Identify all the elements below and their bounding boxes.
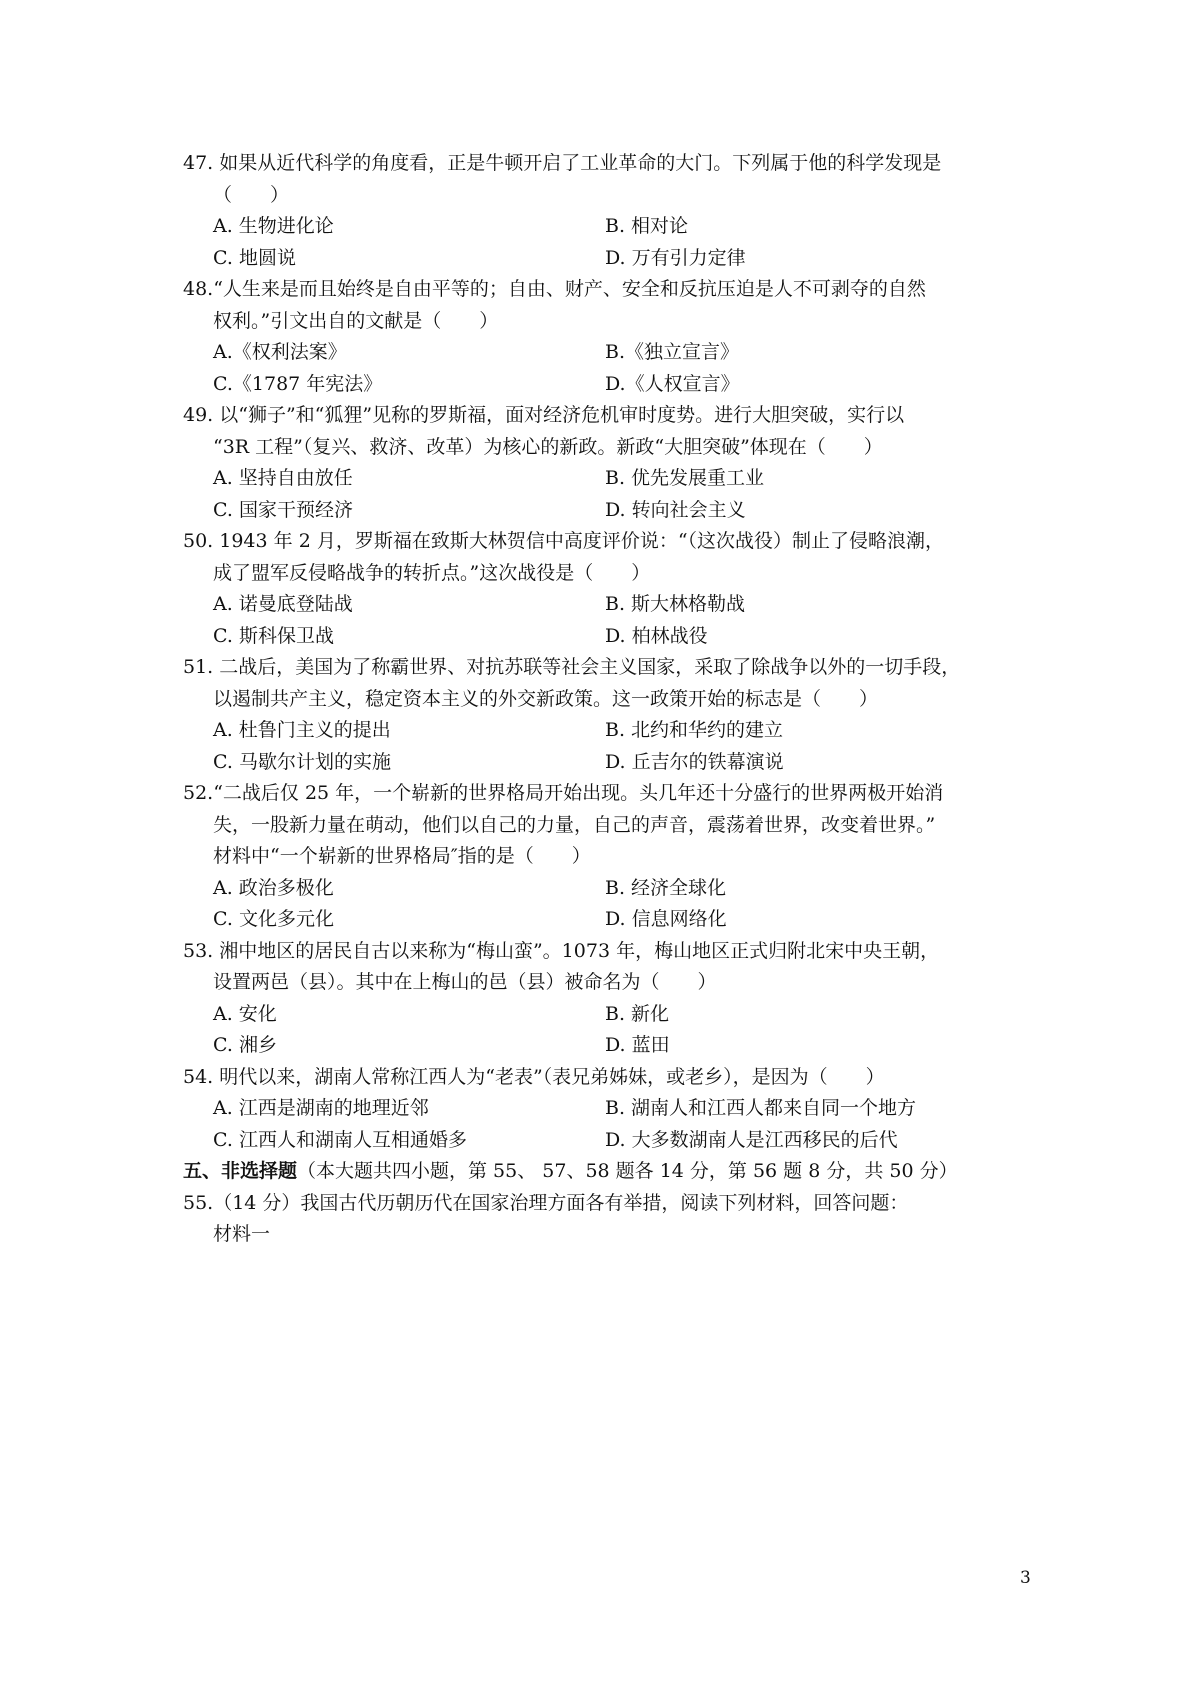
option-d: D. 柏林战役 (605, 624, 708, 647)
option-b: B. 新化 (605, 1002, 670, 1025)
option-d: D.《人权宣言》 (605, 372, 740, 395)
option-a: A. 杜鲁门主义的提出 (213, 719, 391, 741)
section-title: 五、非选择题 (183, 1160, 298, 1182)
material-label: 材料一 (213, 1223, 271, 1245)
option-c: C. 国家干预经济 (213, 498, 353, 521)
options-row (183, 369, 1033, 401)
question-stem-line: 52.“二战后仅 25 年，一个崭新的世界格局开始出现。头几年还十分盛行的世界两极开始消 (183, 782, 944, 804)
options-row (183, 747, 1033, 779)
option-d: D. 万有引力定律 (605, 246, 746, 269)
question-stem-line: 失，一股新力量在萌动，他们以自己的力量，自己的声音，震荡着世界，改变着世界。” (213, 813, 936, 836)
option-b: B. 湖南人和江西人都来自同一个地方 (605, 1097, 917, 1119)
option-c: C. 地圆说 (213, 246, 296, 269)
question-stem-line: （ ） (213, 183, 290, 206)
question-stem-line: 47. 如果从近代科学的角度看，正是牛顿开启了工业革命的大门。下列属于他的科学发现是 (183, 152, 942, 174)
question-49 (183, 400, 1033, 526)
options-row (183, 337, 1033, 369)
question-stem-line: 成了盟军反侵略战争的转折点。”这次战役是（ ） (213, 561, 651, 584)
option-a: A. 生物进化论 (213, 215, 334, 237)
option-a: A. 安化 (213, 1002, 277, 1025)
option-b: B. 斯大林格勒战 (605, 593, 746, 615)
section-heading (183, 1156, 1033, 1188)
question-48 (183, 274, 1033, 400)
question-stem-line: 设置两邑（县）。其中在上梅山的邑（县）被命名为（ ） (213, 971, 717, 993)
question-stem-line: 材料中“一个崭新的世界格局″指的是（ ） (213, 845, 591, 867)
option-a: A. 政治多极化 (213, 876, 334, 899)
option-b: B. 北约和华约的建立 (605, 719, 784, 741)
options-row (183, 621, 1033, 653)
question-51 (183, 652, 1033, 778)
question-53 (183, 936, 1033, 1062)
question-stem-line: 53. 湘中地区的居民自古以来称为“梅山蛮”。1073 年，梅山地区正式归附北宋中央王朝， (183, 939, 940, 962)
options-row (183, 495, 1033, 527)
option-d: D. 大多数湖南人是江西移民的后代 (605, 1128, 898, 1151)
option-c: C. 马歇尔计划的实施 (213, 750, 391, 773)
options-row (183, 589, 1033, 621)
option-d: D. 转向社会主义 (605, 498, 746, 521)
option-c: C. 文化多元化 (213, 908, 334, 930)
question-50 (183, 526, 1033, 652)
question-55 (183, 1188, 1033, 1251)
question-stem-line: 55.（14 分）我国古代历朝历代在国家治理方面各有举措，阅读下列材料，回答问题： (183, 1191, 909, 1214)
option-d: D. 信息网络化 (605, 908, 727, 930)
question-stem-line: 50. 1943 年 2 月，罗斯福在致斯大林贺信中高度评价说：“（这次战役）制止了侵略浪潮， (183, 530, 945, 552)
option-a: A. 江西是湖南的地理近邻 (213, 1097, 429, 1119)
option-a: A.《权利法案》 (213, 341, 347, 363)
option-a: A. 坚持自由放任 (213, 467, 353, 489)
options-row (183, 1030, 1033, 1062)
question-52 (183, 778, 1033, 936)
options-row (183, 1125, 1033, 1157)
question-stem-line: 48.“人生来是而且始终是自由平等的；自由、财产、安全和反抗压迫是人不可剥夺的自然 (183, 278, 926, 300)
options-row (183, 904, 1033, 936)
question-stem-line: 以遏制共产主义，稳定资本主义的外交新政策。这一政策开始的标志是（ ） (213, 687, 879, 710)
section-note: （本大题共四小题，第 55、 57、58 题各 14 分，第 56 题 8 分，共 50 分） (297, 1160, 958, 1182)
options-row (183, 243, 1033, 275)
option-d: D. 丘吉尔的铁幕演说 (605, 750, 784, 773)
option-c: C.《1787 年宪法》 (213, 372, 383, 395)
option-b: B. 相对论 (605, 215, 689, 237)
options-row (183, 999, 1033, 1031)
options-row (183, 211, 1033, 243)
option-c: C. 湘乡 (213, 1034, 277, 1056)
options-row (183, 463, 1033, 495)
option-b: B. 经济全球化 (605, 876, 727, 899)
option-a: A. 诺曼底登陆战 (213, 593, 353, 615)
question-stem-line: “3R 工程”（复兴、救济、改革）为核心的新政。新政“大胆突破”体现在（ ） (213, 435, 883, 458)
question-stem-line: 54. 明代以来，湖南人常称江西人为“老表”（表兄弟姊妹，或老乡），是因为（ ） (183, 1065, 885, 1088)
options-row (183, 715, 1033, 747)
question-47 (183, 148, 1033, 274)
option-b: B.《独立宣言》 (605, 341, 740, 363)
page-number: 3 (1020, 1568, 1031, 1588)
options-row (183, 1093, 1033, 1125)
question-54 (183, 1062, 1033, 1157)
option-c: C. 斯科保卫战 (213, 624, 334, 647)
option-c: C. 江西人和湖南人互相通婚多 (213, 1128, 467, 1151)
option-d: D. 蓝田 (605, 1034, 670, 1056)
option-b: B. 优先发展重工业 (605, 467, 765, 489)
options-row (183, 873, 1033, 905)
question-stem-line: 51. 二战后，美国为了称霸世界、对抗苏联等社会主义国家，采取了除战争以外的一切手段， (183, 656, 961, 678)
page-content (183, 148, 1033, 1251)
question-stem-line: 权利。”引文出自的文献是（ ） (213, 309, 499, 332)
question-stem-line: 49. 以“狮子”和“狐狸”见称的罗斯福，面对经济危机审时度势。进行大胆突破，实行以 (183, 404, 905, 426)
